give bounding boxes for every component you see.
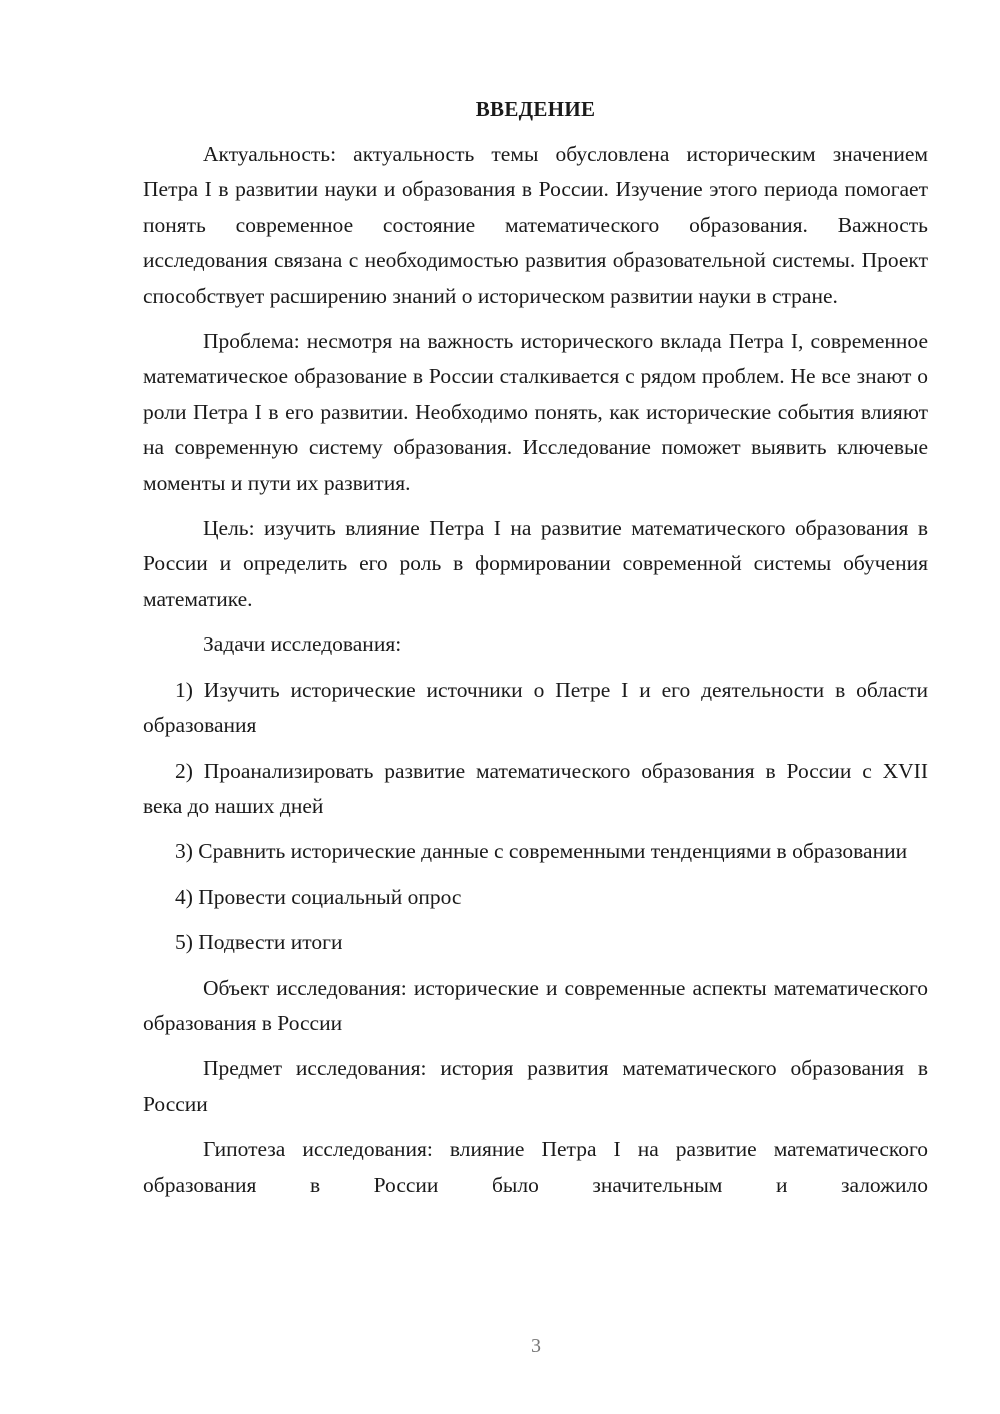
problem-paragraph: Проблема: несмотря на важность исторического вклада Петра I, современное математическое образование в России сталкивается с рядом проблем. Не все знают о роли Петра I в его развитии. Необходимо понять, как исторические события влияют на современную систему образования. Исследование поможет выявить ключевые моменты и пути их развития. <box>143 329 928 495</box>
task-item: 5) Подвести итоги <box>175 930 343 955</box>
relevance-paragraph: Актуальность: актуальность темы обусловлена историческим значением Петра I в развитии науки и образования в России. Изучение этого периода помогает понять современное состояние математического образования. Важность исследования связана с необходимостью развития образовательной системы. Проект способствует расширению знаний о историческом развитии науки в стране. <box>143 142 928 308</box>
section-title: ВВЕДЕНИЕ <box>475 97 596 121</box>
tasks-heading: Задачи исследования: <box>203 632 402 657</box>
page-number: 3 <box>531 1335 541 1357</box>
object-paragraph: Объект исследования: исторические и современные аспекты математического образования в России <box>143 975 928 1035</box>
task-item: 2) Проанализировать развитие математического образования в России с XVII века до наших дней <box>143 758 928 818</box>
task-item: 4) Провести социальный опрос <box>175 884 462 909</box>
document-page <box>143 92 928 1203</box>
task-item: 3) Сравнить исторические данные с современными тенденциями в образовании <box>175 839 908 864</box>
task-item: 1) Изучить исторические источники о Петре I и его деятельности в области образования <box>143 677 928 738</box>
goal-paragraph: Цель: изучить влияние Петра I на развитие математического образования в России и определить его роль в формировании современной системы обучения математике. <box>143 516 928 611</box>
subject-paragraph: Предмет исследования: история развития математического образования в России <box>143 1056 928 1116</box>
hypothesis-paragraph: Гипотеза исследования: влияние Петра I на развитие математического образования в России было значительным и заложило <box>143 1137 928 1197</box>
